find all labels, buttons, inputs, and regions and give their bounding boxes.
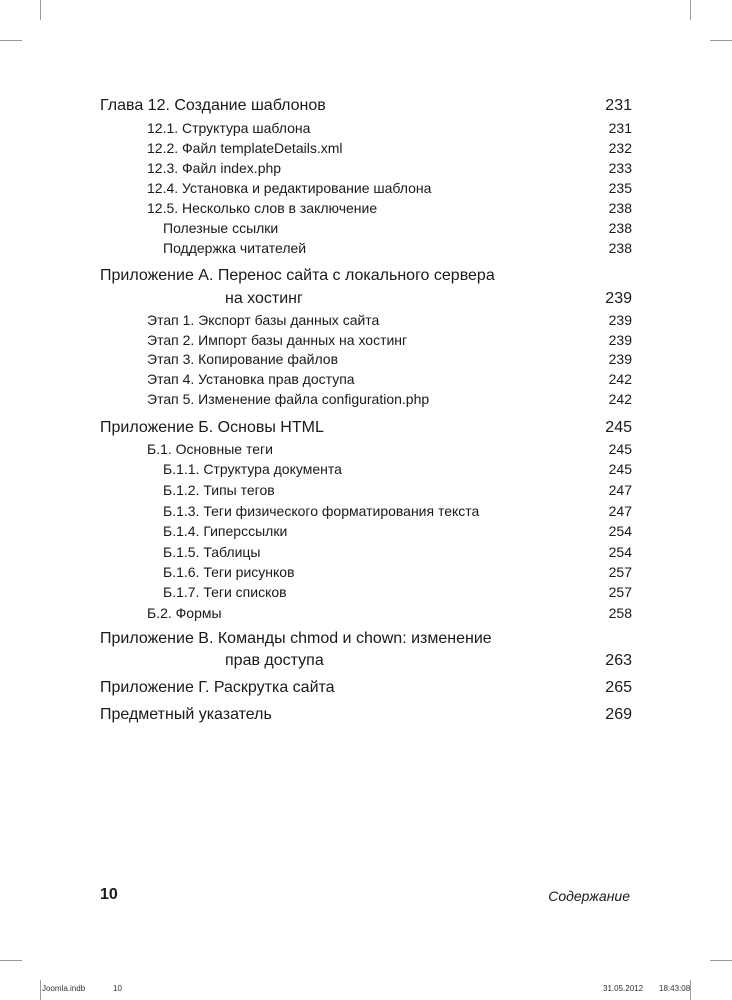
- toc-entry-page: 239: [608, 332, 632, 348]
- toc-entry-page: 232: [608, 140, 632, 156]
- toc-entry-page: 257: [608, 564, 632, 580]
- toc-entry-page: 239: [608, 312, 632, 328]
- page-number: 10: [100, 886, 118, 903]
- toc-entry-title: Б.1.7. Теги списков: [163, 584, 287, 600]
- toc-entry-title: Б.1.4. Гиперссылки: [163, 523, 288, 539]
- toc-entry-title: Глава 12. Создание шаблонов: [100, 97, 326, 114]
- toc-entry-page: 242: [608, 391, 632, 407]
- toc-entry-page: 245: [605, 419, 632, 436]
- toc-entry-page: 269: [605, 706, 632, 723]
- toc-entry-title: Этап 1. Экспорт базы данных сайта: [147, 312, 380, 328]
- toc-entry-page: 233: [608, 160, 632, 176]
- toc-entry-page: 254: [608, 523, 632, 539]
- toc-entry-page: 265: [605, 679, 632, 696]
- toc-entry-title: Предметный указатель: [100, 706, 272, 723]
- toc-entry-title: 12.2. Файл templateDetails.xml: [147, 140, 343, 156]
- slug-time: 18:43:08: [659, 984, 691, 993]
- toc-entry-page: 254: [608, 544, 632, 560]
- slug-page: 10: [113, 984, 122, 993]
- toc-entry-page: 245: [608, 441, 632, 457]
- toc-entry-title: 12.5. Несколько слов в заключение: [147, 200, 378, 216]
- slug-file: Joomla.indb: [42, 984, 86, 993]
- toc-entry-page: 245: [608, 461, 632, 477]
- toc-entry-title: Этап 2. Импорт базы данных на хостинг: [147, 332, 408, 348]
- crop-mark: [0, 960, 22, 961]
- toc-entry-page: 231: [608, 120, 632, 136]
- toc-entry-page: 247: [608, 482, 632, 498]
- running-footer-title: Содержание: [548, 888, 630, 904]
- toc-entry-title: Приложение В. Команды chmod и chown: изменение: [100, 630, 492, 647]
- slug-date: 31.05.2012: [603, 984, 644, 993]
- toc-entry-title: Б.1.6. Теги рисунков: [163, 564, 295, 580]
- toc-entry-page: 235: [608, 180, 632, 196]
- toc-entry-title: Этап 5. Изменение файла configuration.php: [147, 391, 430, 407]
- toc-entry-title: Полезные ссылки: [163, 220, 279, 236]
- toc-entry-title: 12.4. Установка и редактирование шаблона: [147, 180, 432, 196]
- toc-entry-page: 238: [608, 240, 632, 256]
- toc-entry-title: Б.1.5. Таблицы: [163, 544, 261, 560]
- toc-entry-title: Этап 4. Установка прав доступа: [147, 371, 355, 387]
- toc-entry-page: 231: [605, 97, 632, 114]
- crop-mark: [710, 960, 732, 961]
- toc-entry-page: 247: [608, 503, 632, 519]
- toc-entry-title: Поддержка читателей: [163, 240, 307, 256]
- toc-entry-title: Б.2. Формы: [147, 605, 222, 621]
- toc-entry-title: Этап 3. Копирование файлов: [147, 351, 339, 367]
- toc-entry-page: 238: [608, 200, 632, 216]
- toc-entry-title: Приложение Г. Раскрутка сайта: [100, 679, 335, 696]
- toc-entry-title: Приложение А. Перенос сайта с локального сервера: [100, 267, 495, 284]
- toc-entry-title: на хостинг: [225, 290, 303, 307]
- toc-entry-title: Приложение Б. Основы HTML: [100, 419, 324, 436]
- toc-entry-title: Б.1.3. Теги физического форматирования текста: [163, 503, 480, 519]
- toc-entry-page: 238: [608, 220, 632, 236]
- toc-entry-page: 258: [608, 605, 632, 621]
- toc-entry-title: 12.1. Структура шаблона: [147, 120, 311, 136]
- toc-entry-page: 263: [605, 652, 632, 669]
- toc-entry-title: 12.3. Файл index.php: [147, 160, 282, 176]
- toc-entry-page: 239: [608, 351, 632, 367]
- toc-entry-title: прав доступа: [225, 652, 324, 669]
- toc-entry-title: Б.1. Основные теги: [147, 441, 273, 457]
- toc-entry-page: 257: [608, 584, 632, 600]
- crop-mark: [690, 980, 691, 1000]
- toc-entry-title: Б.1.2. Типы тегов: [163, 482, 275, 498]
- toc-entry-page: 239: [605, 290, 632, 307]
- toc-entry-title: Б.1.1. Структура документа: [163, 461, 342, 477]
- toc-entry-page: 242: [608, 371, 632, 387]
- crop-mark: [40, 980, 41, 1000]
